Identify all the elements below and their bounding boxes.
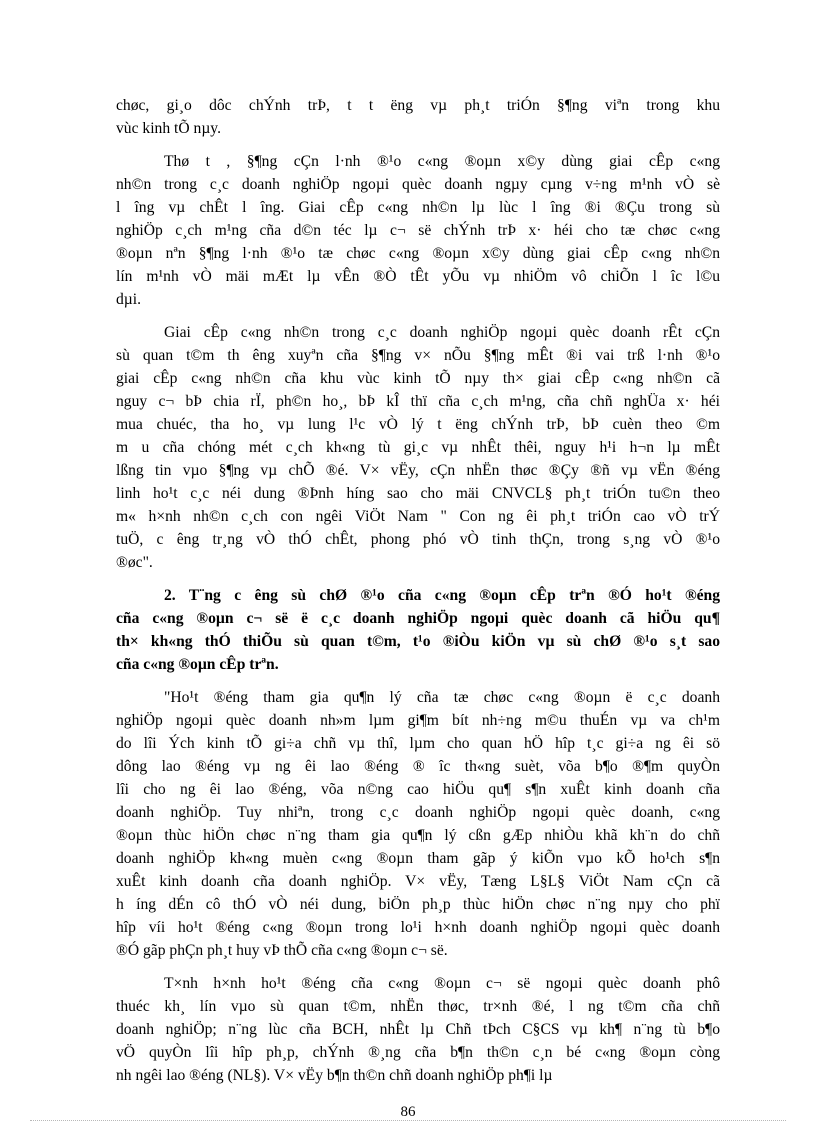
text-line: "Ho¹t ®éng tham gia qu¶n lý cña tæ chøc c«ng ®oµn ë c¸c doanh (164, 689, 720, 706)
text-line: Thø t , §¶ng cÇn l·nh ®¹o c«ng ®oµn x©y dùng giai cÊp c«ng (164, 153, 720, 170)
text-line: lßng tin vµo §¶ng vµ chÕ ®é. V× vËy, cÇn nhËn thøc ®Çy ®ñ vµ vËn ®éng (116, 462, 720, 479)
text-line: doanh nghiÖp. Tuy nhiªn, trong c¸c doanh nghiÖp ngoµi quèc doanh, c«ng (116, 804, 720, 821)
text-line: cña c«ng ®oµn c¬ së ë c¸c doanh nghiÖp ngoµi quèc doanh cã hiÖu qu¶ (116, 610, 720, 627)
body-paragraph (116, 686, 720, 962)
text-line: mua chuéc, tha ho¸ vµ lung l¹c vÒ lý t ëng chÝnh trÞ, bÞ cuèn theo ©m (116, 416, 720, 433)
text-line: nghiÖp ngoµi quèc doanh nh»m lµm gi¶m bít nh÷ng m©u thuÉn vµ va ch¹m (116, 712, 720, 729)
text-line: Giai cÊp c«ng nh©n trong c¸c doanh nghiÖp ngoµi quèc doanh rÊt cÇn (164, 324, 720, 341)
text-line: lín m¹nh vÒ mäi mÆt lµ vÊn ®Ò tÊt yÕu vµ nhiÖm vô chiÕn l îc l©u (116, 268, 720, 285)
text-line: hîp víi ho¹t ®éng c«ng ®oµn trong lo¹i h×nh doanh nghiÖp ngoµi quèc doanh (116, 919, 720, 936)
text-line: tuÖ, c êng tr¸ng vÒ thÓ chÊt, phong phó vÒ tinh thÇn, trong s¸ng vÒ ®¹o (116, 531, 720, 548)
text-line: m u cña chóng mét c¸ch kh«ng tù gi¸c vµ nhÊt thêi, nguy h¹i h¬n lµ mÊt (116, 439, 720, 456)
text-line: h íng dÉn cô thÓ vÒ néi dung, biÖn ph¸p thùc hiÖn chøc n¨ng nµy cho phï (116, 896, 720, 913)
text-line: cña c«ng ®oµn cÊp trªn. (116, 656, 279, 673)
text-line: m« h×nh nh©n c¸ch con ngêi ViÖt Nam " Con ng êi ph¸t triÓn cao vÒ trÝ (116, 508, 720, 525)
text-line: T×nh h×nh ho¹t ®éng cña c«ng ®oµn c¬ së ngoµi quèc doanh phô (164, 975, 720, 992)
text-line: ®øc". (116, 554, 153, 571)
text-line: sù quan t©m th êng xuyªn cña §¶ng v× nÕu §¶ng mÊt ®i vai trß l·nh ®¹o (116, 347, 720, 364)
text-line: vùc kinh tÕ nµy. (116, 120, 221, 137)
text-line: lîi cho ng êi lao ®éng, võa n©ng cao hiÖu qu¶ s¶n xuÊt kinh doanh cña (116, 781, 720, 798)
text-line: nguy c¬ bÞ chia rÏ, ph©n ho¸, bÞ kÎ thï cña c¸ch m¹ng, cña chñ nghÜa x· héi (116, 393, 720, 410)
text-line: ®oµn thùc hiÖn chøc n¨ng tham gia qu¶n lý cßn gÆp nhiÒu khã kh¨n do chñ (116, 827, 720, 844)
section-heading (116, 584, 720, 676)
text-line: th× kh«ng thÓ thiÕu sù quan t©m, t¹o ®iÒu kiÖn vµ sù chØ ®¹o s¸t sao (116, 633, 720, 650)
text-line: giai cÊp c«ng nh©n cña khu vùc kinh tÕ nµy th× giai cÊp c«ng nh©n cã (116, 370, 720, 387)
body-paragraph (116, 150, 720, 311)
text-line: l îng vµ chÊt l îng. Giai cÊp c«ng nh©n lµ lùc l îng ®i ®Çu trong sù (116, 199, 720, 216)
text-line: doanh nghiÖp; n¨ng lùc cña BCH, nhÊt lµ Chñ tÞch C§CS vµ kh¶ n¨ng tù b¶o (116, 1021, 720, 1038)
text-line: ®Ó gãp phÇn ph¸t huy vÞ thÕ cña c«ng ®oµn c¬ së. (116, 942, 448, 959)
text-line: 2. T¨ng c êng sù chØ ®¹o cña c«ng ®oµn cÊp trªn ®Ó ho¹t ®éng (164, 587, 720, 604)
body-paragraph (116, 94, 720, 140)
text-line: doanh nghiÖp kh«ng muèn c«ng ®oµn tham gãp ý kiÕn vµo kÕ ho¹ch s¶n (116, 850, 720, 867)
document-page (116, 94, 720, 1097)
text-line: ®oµn nªn §¶ng l·nh ®¹o tæ chøc c«ng ®oµn x©y dùng giai cÊp c«ng nh©n (116, 245, 720, 262)
text-line: linh ho¹t c¸c néi dung ®Þnh híng sao cho mäi CNVCL§ ph¸t triÓn tu©n theo (116, 485, 720, 502)
text-line: do lîi Ých kinh tÕ gi÷a chñ vµ thî, lµm cho quan hÖ hîp t¸c gi÷a ng êi sö (116, 735, 720, 752)
text-line: xuÊt kinh doanh cña doanh nghiÖp. V× vËy, Tæng L§L§ ViÖt Nam cÇn cã (116, 873, 720, 890)
text-line: thuéc kh¸ lín vµo sù quan t©m, nhËn thøc, tr×nh ®é, l ng t©m cña chñ (116, 998, 720, 1015)
footer-divider (30, 1120, 786, 1121)
text-line: dông lao ®éng vµ ng êi lao ®éng ® îc th«ng suèt, võa b¶o ®¶m quyÒn (116, 758, 720, 775)
body-paragraph (116, 321, 720, 574)
text-line: nh©n trong c¸c doanh nghiÖp ngoµi quèc doanh ngµy cµng v÷ng m¹nh vÒ sè (116, 176, 720, 193)
text-line: vÖ quyÒn lîi hîp ph¸p, chÝnh ®¸ng cña b¶n th©n c¸n bé c«ng ®oµn còng (116, 1044, 720, 1061)
text-line: nh ngêi lao ®éng (NL§). V× vËy b¶n th©n chñ doanh nghiÖp ph¶i lµ (116, 1067, 553, 1084)
text-line: dµi. (116, 291, 142, 308)
text-line: chøc, gi¸o dôc chÝnh trÞ, t t ëng vµ ph¸t triÓn §¶ng viªn trong khu (116, 97, 720, 114)
page-number: 86 (400, 1104, 416, 1120)
text-line: nghiÖp c¸ch m¹ng cña d©n téc lµ c¬ së chÝnh trÞ x· héi cho tæ chøc c«ng (116, 222, 720, 239)
body-paragraph (116, 972, 720, 1087)
